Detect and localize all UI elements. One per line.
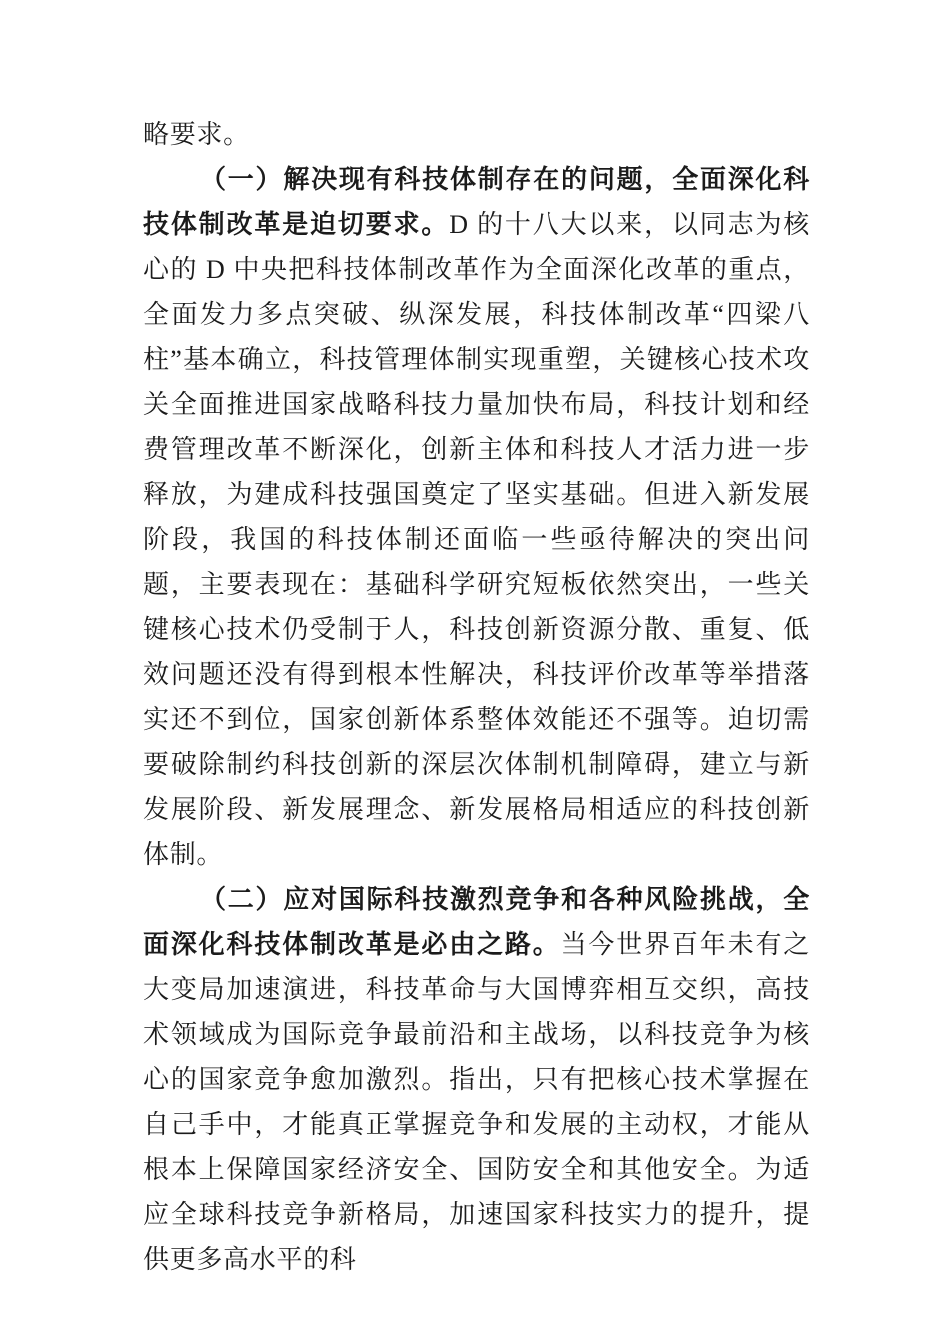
paragraph-continuation-text: 略要求。 xyxy=(143,120,250,149)
section-one-lead-sentence: （一）解决现有科技体制存在的问题，全面深化科技体制改革是迫切要求。 xyxy=(143,165,810,239)
section-two-body-text: 当今世界百年未有之大变局加速演进，科技革命与大国博弈相互交织，高技术领域成为国际竞争最前沿和主战场，以科技竞争为核心的国家竞争愈加激烈。指出，只有把核心技术掌握在自己手中，才能真正掌握竞争和发展的主动权，才能从根本上保障国家经济安全、国防安全和其他安全。为适应全球科技竞争新格局，加速国家科技实力的提升，提供更多高水平的科 xyxy=(143,930,810,1274)
document-content xyxy=(143,112,810,1282)
paragraph-section-two xyxy=(143,877,810,1282)
paragraph-continuation xyxy=(143,112,810,157)
paragraph-section-one xyxy=(143,157,810,877)
section-two-lead-sentence: （二）应对国际科技激烈竞争和各种风险挑战，全面深化科技体制改革是必由之路。 xyxy=(143,885,810,959)
section-one-body-text: D 的十八大以来，以同志为核心的 D 中央把科技体制改革作为全面深化改革的重点，全面发力多点突破、纵深发展，科技体制改革“四梁八柱”基本确立，科技管理体制实现重塑，关键核心技术攻关全面推进国家战略科技力量加快布局，科技计划和经费管理改革不断深化，创新主体和科技人才活力进一步释放，为建成科技强国奠定了坚实基础。但进入新发展阶段，我国的科技体制还面临一些亟待解决的突出问题，主要表现在：基础科学研究短板依然突出，一些关键核心技术仍受制于人，科技创新资源分散、重复、低效问题还没有得到根本性解决，科技评价改革等举措落实还不到位，国家创新体系整体效能还不强等。迫切需要破除制约科技创新的深层次体制机制障碍，建立与新发展阶段、新发展理念、新发展格局相适应的科技创新体制。 xyxy=(143,210,811,869)
